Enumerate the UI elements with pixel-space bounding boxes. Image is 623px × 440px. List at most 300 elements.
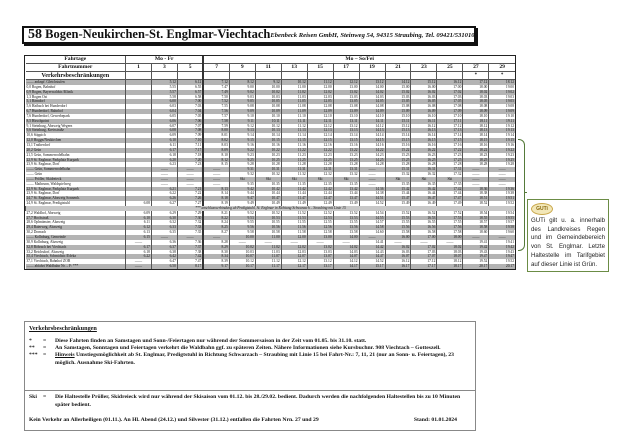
departure-time: —— — [203, 167, 229, 172]
departure-time: 6.32 — [151, 220, 177, 225]
departure-time: 6.13 — [126, 230, 152, 235]
departure-time: 6.22 — [151, 191, 177, 196]
notes-heading: Verkehrsbeschränkungen — [29, 325, 97, 332]
departure-time: 12.52 — [307, 211, 333, 216]
departure-time: 9.49 — [229, 201, 255, 206]
departure-time: 13.00 — [333, 85, 359, 90]
departure-time: 6.15 — [126, 235, 152, 240]
departure-time: 10.22 — [255, 148, 281, 153]
departure-time: —— — [359, 172, 385, 177]
departure-time: 6.50 — [151, 264, 177, 269]
restriction-mark — [385, 72, 411, 80]
departure-time: 9.28 — [229, 162, 255, 167]
departure-time: 7.09 — [177, 133, 203, 138]
departure-time: 6.07 — [151, 124, 177, 129]
departure-time: 9.44 — [229, 191, 255, 196]
departure-time: 14.28 — [359, 162, 385, 167]
departure-time: —— — [126, 240, 152, 245]
departure-time: —— — [359, 182, 385, 187]
departure-time: 12.58 — [307, 230, 333, 235]
departure-time: 16.17 — [385, 264, 411, 269]
departure-time: 16.42 — [411, 187, 437, 192]
departure-time: 15.13 — [385, 128, 411, 133]
departure-time: —— — [151, 182, 177, 187]
departure-time: 7.55 — [203, 104, 229, 109]
departure-time: 15.15 — [385, 138, 411, 143]
departure-time: 8.30 — [203, 250, 229, 255]
departure-time: 6.33 — [151, 225, 177, 230]
departure-time: 9.00 — [229, 85, 255, 90]
departure-time: 13.02 — [307, 245, 333, 250]
departure-time: 12.47 — [307, 196, 333, 201]
departure-time: —— — [489, 235, 515, 240]
departure-time: 17.00 — [411, 235, 437, 240]
departure-time: 12.12 — [307, 124, 333, 129]
departure-time: 10.25 — [255, 158, 281, 163]
departure-time: —— — [437, 240, 463, 245]
departure-time: 11.03 — [255, 250, 281, 255]
departure-time: 18.23 — [463, 153, 489, 158]
stop-name: 30,9 Kollnburg, Abzweig — [26, 240, 126, 245]
departure-time: 8.22 — [203, 216, 229, 221]
departure-time: 11.56 — [281, 225, 307, 230]
departure-time: 6.18 — [126, 250, 152, 255]
stand-date: Stand: 01.01.2024 — [413, 417, 457, 424]
departure-time: 18.02 — [437, 245, 463, 250]
departure-time: 15.53 — [385, 216, 411, 221]
departure-time: 10.28 — [255, 162, 281, 167]
departure-time: —— — [463, 235, 489, 240]
note-item — [29, 352, 471, 366]
departure-time: 7.50 — [203, 95, 229, 100]
departure-time: 15.47 — [385, 196, 411, 201]
departure-time: 18.05 — [463, 99, 489, 104]
departure-time: 18.00 — [463, 85, 489, 90]
departure-time: 12.07 — [281, 254, 307, 259]
restriction-mark: * — [463, 72, 489, 80]
departure-time: 16.00 — [411, 85, 437, 90]
departure-time: 18.38 — [463, 191, 489, 196]
departure-time: 16.12 — [411, 124, 437, 129]
departure-time: 7.47 — [203, 85, 229, 90]
restriction-mark — [151, 72, 177, 80]
ski-and-footer-notes — [24, 391, 476, 431]
departure-time: 10.23 — [255, 153, 281, 158]
departure-time: 10.53 — [255, 216, 281, 221]
restriction-mark — [333, 72, 359, 80]
departure-time: 17.02 — [437, 90, 463, 95]
hint-text: Umstiegsmöglichkeit ab St. Englmar, Predigtstuhl in Richtung Schwarzach – Straubing mit Linie 15 bei Fahrt-Nr.: 7, 11, 21 (nur an Sonn- u. Feiertagen), 23 möglich. Ausnahme Ski-Fahrten. — [55, 352, 454, 366]
departure-time: 7.26 — [177, 196, 203, 201]
departure-time: 19.42 — [463, 245, 489, 250]
departure-time: 11.53 — [281, 216, 307, 221]
departure-time: 9.53 — [229, 216, 255, 221]
departure-time: 8.13 — [203, 187, 229, 192]
departure-time: 10.10 — [255, 114, 281, 119]
departure-time: —— — [177, 235, 203, 240]
departure-time: 15.56 — [385, 225, 411, 230]
departure-time: 18.03 — [463, 95, 489, 100]
departure-time: 17.49 — [437, 201, 463, 206]
departure-time: 9.42 — [229, 187, 255, 192]
departure-time: 14.36 — [359, 187, 385, 192]
departure-time: 19.03 — [489, 95, 515, 100]
departure-time: 19.12 — [489, 124, 515, 129]
departure-time: 18.17 — [437, 264, 463, 269]
departure-time: 14.22 — [359, 148, 385, 153]
departure-time: 18.00 — [437, 235, 463, 240]
trip-number: 3 — [151, 64, 177, 72]
departure-time: 6.00 — [151, 99, 177, 104]
departure-time: 12.09 — [307, 109, 333, 114]
departure-time: 16.02 — [411, 90, 437, 95]
stop-name: 1,3 Bogen Ost — [26, 95, 126, 100]
departure-time: 19.51 — [489, 196, 515, 201]
departure-time: 15.11 — [385, 119, 411, 124]
departure-time: 13.49 — [333, 201, 359, 206]
departure-time: —— — [463, 167, 489, 172]
departure-time: 16.03 — [385, 250, 411, 255]
departure-time: 12.02 — [281, 245, 307, 250]
departure-time: —— — [255, 240, 281, 245]
departure-time: 6.08 — [126, 201, 152, 206]
departure-time: 7.42 — [177, 254, 203, 259]
departure-time: 11.42 — [281, 187, 307, 192]
departure-time: 7.22 — [177, 191, 203, 196]
departure-time: —— — [177, 172, 203, 177]
departure-time: 7.36 — [177, 240, 203, 245]
departure-time: 13.07 — [307, 254, 333, 259]
departure-time: 19.00 — [489, 85, 515, 90]
departure-time: 16.11 — [411, 119, 437, 124]
departure-time: 14.03 — [359, 95, 385, 100]
departure-time: 19.55 — [489, 216, 515, 221]
guti-info-text: GUTi gilt u. a. innerhalb des Landkreises Regen und im Gemeindebereich von St. Englmar. Letzte Haltestelle im Tarifgebiet auf dieser Linie ist Grün. — [531, 217, 605, 268]
departure-time: 20.17 — [489, 264, 515, 269]
departure-time: 6.12 — [177, 80, 203, 85]
trip-number: 15 — [307, 64, 333, 72]
departure-time: 10.42 — [255, 187, 281, 192]
departure-time: 8.27 — [203, 230, 229, 235]
departure-time: 11.02 — [255, 245, 281, 250]
departure-time: 19.08 — [489, 104, 515, 109]
stop-name: 20,2 Grün — [26, 148, 126, 153]
departure-time: 7.06 — [177, 119, 203, 124]
departure-time: 12.56 — [307, 225, 333, 230]
departure-time: 7.11 — [177, 143, 203, 148]
departure-time: 7.03 — [177, 104, 203, 109]
departure-time: 9.23 — [229, 153, 255, 158]
departure-time: —— — [151, 177, 177, 182]
trip-number: 25 — [437, 64, 463, 72]
departure-time: 14.14 — [359, 133, 385, 138]
departure-time: 16.02 — [385, 245, 411, 250]
departure-time: 6.08 — [151, 128, 177, 133]
departure-time: 17.14 — [437, 133, 463, 138]
departure-time: 10.17 — [229, 264, 255, 269]
departure-time: 17.58 — [437, 230, 463, 235]
trip-number: 13 — [281, 64, 307, 72]
departure-time: —— — [411, 240, 437, 245]
departure-time: 10.58 — [255, 230, 281, 235]
departure-time: —— — [463, 172, 489, 177]
departure-time: 20.17 — [463, 264, 489, 269]
stop-name: 13,1 Tratberdorf — [26, 143, 126, 148]
stop-name: 30,2 Dornach — [26, 230, 126, 235]
departure-time: 19.16 — [489, 143, 515, 148]
departure-time: 15.09 — [385, 109, 411, 114]
departure-time: 8.17 — [177, 264, 203, 269]
departure-time: 11.00 — [255, 235, 281, 240]
departure-time: 8.28 — [203, 240, 229, 245]
departure-time: 14.47 — [359, 254, 385, 259]
departure-time: 14.12 — [333, 259, 359, 264]
departure-time: 11.03 — [281, 95, 307, 100]
departure-time: 14.42 — [359, 245, 385, 250]
departure-time: 14.55 — [359, 216, 385, 221]
departure-time: 6.23 — [151, 162, 177, 167]
departure-time: 11.08 — [281, 104, 307, 109]
departure-time: 6.11 — [151, 143, 177, 148]
departure-time: 12.03 — [307, 95, 333, 100]
restriction-mark — [411, 72, 437, 80]
departure-time: 11.02 — [281, 90, 307, 95]
trip-number: 7 — [203, 64, 229, 72]
restriction-mark — [281, 72, 307, 80]
hint-label: Hinweis — [55, 352, 75, 359]
departure-time: 17.52 — [437, 211, 463, 216]
note-eq: = — [43, 352, 47, 359]
departure-time: 19.22 — [489, 148, 515, 153]
departure-time: 8.39 — [203, 259, 229, 264]
departure-time: 9.15 — [229, 138, 255, 143]
departure-time: 11.47 — [281, 196, 307, 201]
trip-number: 21 — [385, 64, 411, 72]
restriction-mark — [437, 72, 463, 80]
departure-time: 10.07 — [229, 254, 255, 259]
departure-time: 14.10 — [359, 114, 385, 119]
departure-time: 9.55 — [229, 220, 255, 225]
departure-time: 14.08 — [359, 104, 385, 109]
departure-time: 18.51 — [463, 196, 489, 201]
departure-time: 13.42 — [333, 187, 359, 192]
departure-time: 17.23 — [437, 153, 463, 158]
departure-time: 10.08 — [255, 104, 281, 109]
stop-name: —— Maibrunn, Waldspielweg — [26, 182, 126, 187]
departure-time: 6.55 — [177, 85, 203, 90]
departure-time: 13.02 — [333, 90, 359, 95]
departure-time: 13.58 — [333, 230, 359, 235]
footer-text: Kein Verkehr an Allerheiligen (01.11.). An Hl. Abend (24.12.) und Silvester (31.12.) entfallen die Fahrten Nrn. 27 und 29 — [29, 417, 319, 424]
departure-time: 19.41 — [489, 240, 515, 245]
departure-time: 16.14 — [411, 133, 437, 138]
departure-time: 9.12 — [229, 124, 255, 129]
departure-time: 19.43 — [463, 250, 489, 255]
trip-number: 11 — [255, 64, 281, 72]
trip-number-row — [26, 64, 516, 72]
trip-number: 5 — [177, 64, 203, 72]
stop-name: 37,1 Viechtach, Bahnhof ZOB — [26, 259, 126, 264]
departure-time: 17.08 — [437, 104, 463, 109]
departure-time: 16.15 — [411, 138, 437, 143]
departure-time: 16.08 — [411, 104, 437, 109]
departure-time: 11.16 — [281, 143, 307, 148]
departure-time: 17.12 — [463, 80, 489, 85]
departure-time: 14.51 — [359, 196, 385, 201]
departure-time: 6.04 — [151, 109, 177, 114]
departure-time: 15.10 — [385, 114, 411, 119]
departure-time: 18.60 — [463, 230, 489, 235]
departure-time: 12.35 — [307, 182, 333, 187]
departure-time: 6.05 — [151, 114, 177, 119]
trip-number: 19 — [359, 64, 385, 72]
departure-time: 8.24 — [203, 220, 229, 225]
departure-time: 15.32 — [385, 172, 411, 177]
departure-time: 13.12 — [307, 259, 333, 264]
departure-time: 10.16 — [255, 143, 281, 148]
departure-time: 10.14 — [255, 133, 281, 138]
departure-time: 12.42 — [307, 187, 333, 192]
restriction-mark — [255, 72, 281, 80]
departure-time: 9.58 — [229, 230, 255, 235]
departure-time: 13.22 — [333, 148, 359, 153]
departure-time: 18.57 — [463, 220, 489, 225]
departure-time: 15.28 — [385, 162, 411, 167]
departure-time: 8.01 — [203, 133, 229, 138]
departure-time: 6.11 — [126, 220, 152, 225]
departure-time: 6.22 — [126, 254, 152, 259]
departure-time: 17.03 — [411, 250, 437, 255]
departure-time: 7.27 — [177, 201, 203, 206]
departure-time: 8.15 — [203, 162, 229, 167]
departure-time: 19.11 — [489, 119, 515, 124]
stop-name: 12,0 Hoggn/Neukirchen — [26, 138, 126, 143]
fahrtnummer-label: Fahrtnummer — [26, 64, 126, 72]
departure-time: 12.10 — [307, 114, 333, 119]
departure-time: 7.23 — [177, 162, 203, 167]
departure-time: 10.11 — [255, 119, 281, 124]
departure-time: 8.18 — [203, 196, 229, 201]
note-text — [55, 352, 471, 366]
note-key: *** — [29, 352, 38, 359]
departure-time: 9.16 — [229, 143, 255, 148]
timetable — [24, 55, 516, 270]
departure-time: 6.26 — [151, 196, 177, 201]
departure-time: 19.52 — [463, 259, 489, 264]
departure-time: 8.12 — [229, 80, 255, 85]
departure-time: 18.12 — [489, 80, 515, 85]
departure-time: 19.10 — [489, 114, 515, 119]
departure-time: 7.59 — [203, 124, 229, 129]
departure-time: 19.43 — [489, 250, 515, 255]
departure-time: 13.13 — [333, 128, 359, 133]
departure-time: 9.31 — [229, 167, 255, 172]
stop-name: —— abfahrt Waldbahn Nr. – F: *** — [26, 264, 126, 269]
departure-time: 9.05 — [229, 99, 255, 104]
departure-time: 11.12 — [281, 124, 307, 129]
departure-time: 14.15 — [359, 138, 385, 143]
departure-time: —— — [229, 240, 255, 245]
departure-time: 14.02 — [359, 90, 385, 95]
stop-name: 5,1 Bärndorf — [26, 99, 126, 104]
departure-time: 8.29 — [203, 245, 229, 250]
departure-time: 13.00 — [307, 235, 333, 240]
departure-time: 13.03 — [333, 95, 359, 100]
stop-name: 32,8 Böbrach bei Viechtach — [26, 245, 126, 250]
departure-time: 18.25 — [463, 158, 489, 163]
route-name: Bogen-Neukirchen-St. Englmar-Viechtach — [45, 27, 271, 41]
departure-time: 18.36 — [463, 187, 489, 192]
departure-time: 12.13 — [307, 128, 333, 133]
connection-note: *** anschlussverbindung ab Predigtstuhl, St. Englmar in Richtung Schwarzach – Straubing mit Linie 15 — [26, 206, 516, 211]
departure-time: —— — [307, 240, 333, 245]
restrictions-notes — [24, 321, 476, 391]
departure-time: 16.10 — [411, 114, 437, 119]
timetable-grid — [25, 56, 515, 269]
departure-time: 10.44 — [255, 191, 281, 196]
departure-time: 17.09 — [437, 109, 463, 114]
departure-time: 10.15 — [255, 138, 281, 143]
departure-time: 18.07 — [437, 254, 463, 259]
departure-time: 8.34 — [203, 254, 229, 259]
departure-time: 19.60 — [489, 230, 515, 235]
departure-time: 13.55 — [333, 220, 359, 225]
departure-time: —— — [203, 177, 229, 182]
departure-time: 18.58 — [463, 225, 489, 230]
departure-time: 15.52 — [385, 211, 411, 216]
departure-time: 12.05 — [307, 99, 333, 104]
departure-time: 6.06 — [151, 119, 177, 124]
departure-time: 16.35 — [411, 182, 437, 187]
departure-time: 10.49 — [255, 201, 281, 206]
departure-time: 14.11 — [359, 119, 385, 124]
departure-time: Ski — [437, 177, 463, 182]
departure-time: 13.10 — [333, 114, 359, 119]
operator-info: Ebenbeck Reisen GmbH, Steinweg 54, 94315 Straubing, Tel. 09421/531010 — [270, 31, 475, 39]
departure-time: 16.16 — [411, 143, 437, 148]
departure-time: 19.54 — [489, 211, 515, 216]
brace-tip — [524, 192, 527, 193]
departure-time: 17.25 — [437, 158, 463, 163]
departure-time: 19.14 — [489, 133, 515, 138]
departure-time: 19.02 — [489, 90, 515, 95]
departure-time: 10.56 — [255, 225, 281, 230]
departure-time: —— — [151, 235, 177, 240]
departure-time: 8.21 — [203, 211, 229, 216]
departure-time: 7.33 — [177, 225, 203, 230]
departure-time: 9.17 — [203, 264, 229, 269]
departure-time: 15.58 — [385, 230, 411, 235]
departure-time: Ski — [255, 177, 281, 182]
departure-time: 14.43 — [359, 250, 385, 255]
departure-time: 15.17 — [359, 264, 385, 269]
departure-time: 16.49 — [411, 201, 437, 206]
departure-time: 6.38 — [151, 250, 177, 255]
departure-time: 13.16 — [333, 143, 359, 148]
departure-time: 13.08 — [333, 104, 359, 109]
departure-time: 11.09 — [281, 109, 307, 114]
restriction-mark — [307, 72, 333, 80]
departure-time: —— — [203, 172, 229, 177]
departure-time: 11.49 — [281, 201, 307, 206]
departure-time: 13.32 — [333, 172, 359, 177]
departure-time: 14.25 — [359, 158, 385, 163]
stop-name: 21,5 Grün, Sommerrodelbahn — [26, 153, 126, 158]
departure-time: 6.42 — [151, 254, 177, 259]
departure-time: 18.08 — [463, 104, 489, 109]
departure-time: 6.37 — [151, 245, 177, 250]
departure-time: 11.28 — [281, 162, 307, 167]
